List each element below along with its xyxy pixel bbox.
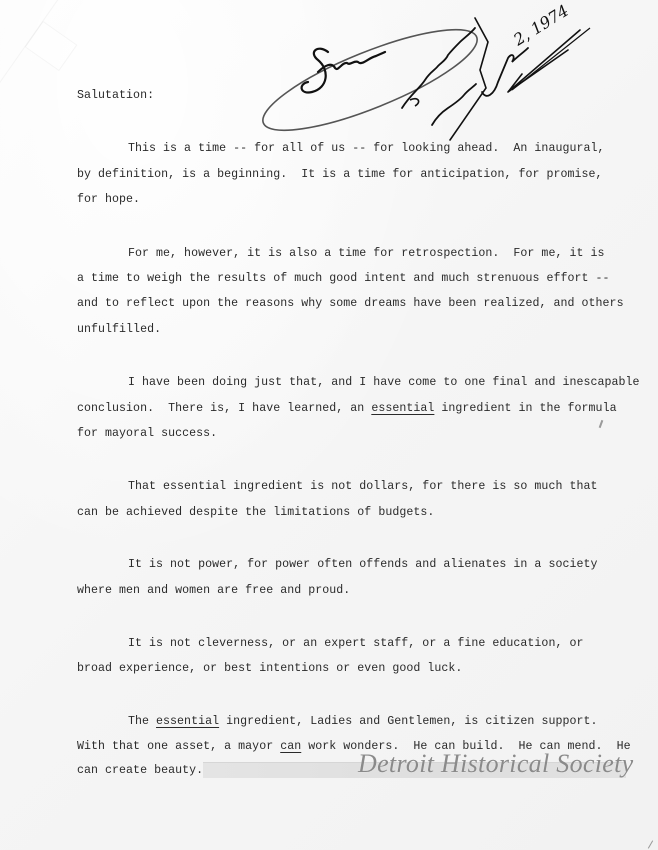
paragraph-3-line-2 bbox=[77, 402, 617, 415]
paper-crease bbox=[25, 21, 78, 71]
paragraph-5-line-1: It is not power, for power often offends and alienates in a society bbox=[128, 558, 598, 571]
paragraph-5-line-2: where men and women are free and proud. bbox=[77, 584, 351, 597]
paragraph-7-line-1 bbox=[128, 715, 598, 728]
speech-script-icon bbox=[432, 84, 476, 125]
paragraph-1-line-1: This is a time -- for all of us -- for looking ahead. An inaugural, bbox=[128, 142, 605, 155]
svg-text:2, 1974: 2, 1974 bbox=[510, 0, 572, 50]
paragraph-2-line-3: and to reflect upon the reasons why some dreams have been realized, and others bbox=[77, 297, 624, 310]
date-script-icon bbox=[482, 48, 528, 96]
stray-pen-mark-2 bbox=[648, 840, 653, 848]
paragraph-2-line-2: a time to weigh the results of much good intent and much strenuous effort -- bbox=[77, 272, 610, 285]
paragraph-3-line-2-prefix: conclusion. There is, I have learned, an bbox=[77, 402, 372, 415]
paragraph-1-line-2: by definition, is a beginning. It is a time for anticipation, for promise, bbox=[77, 168, 603, 181]
paragraph-7-line-1-prefix: The bbox=[128, 715, 157, 728]
handwritten-annotation bbox=[250, 0, 600, 145]
paragraph-7-line-2-suffix: work wonders. He can build. He can mend. He bbox=[301, 740, 631, 753]
underlined-essential: essential bbox=[371, 402, 435, 415]
paragraph-4-line-2: can be achieved despite the limitations of budgets. bbox=[77, 506, 435, 519]
stray-pen-mark bbox=[599, 420, 604, 428]
underlined-essential-2: essential bbox=[156, 715, 220, 728]
paragraph-3-line-2-suffix: ingredient in the formula bbox=[434, 402, 617, 415]
paragraph-7-line-1-suffix: ingredient, Ladies and Gentlemen, is citizen support. bbox=[219, 715, 598, 728]
paragraph-7-line-3: can create beauty. bbox=[77, 764, 204, 777]
paragraph-6-line-1: It is not cleverness, or an expert staff, or a fine education, or bbox=[128, 637, 584, 650]
salutation-label: Salutation: bbox=[77, 89, 155, 102]
paragraph-3-line-3: for mayoral success. bbox=[77, 427, 218, 440]
bracket-mark-icon bbox=[450, 18, 488, 140]
paragraph-1-line-3: for hope. bbox=[77, 193, 141, 206]
watermark-text: Detroit Historical Society bbox=[358, 749, 634, 778]
paragraph-4-line-1: That essential ingredient is not dollars, for there is so much that bbox=[128, 480, 598, 493]
paragraph-7-line-2-prefix: With that one asset, a mayor bbox=[77, 740, 281, 753]
underlined-can: can bbox=[280, 740, 302, 753]
save-script-icon bbox=[302, 49, 385, 93]
paragraph-6-line-2: broad experience, or best intentions or even good luck. bbox=[77, 662, 463, 675]
paragraph-3-line-1: I have been doing just that, and I have come to one final and inescapable bbox=[128, 376, 640, 389]
paragraph-2-line-1: For me, however, it is also a time for retrospection. For me, it is bbox=[128, 247, 605, 260]
paragraph-2-line-4: unfulfilled. bbox=[77, 323, 162, 336]
circle-mark-icon bbox=[253, 11, 487, 145]
